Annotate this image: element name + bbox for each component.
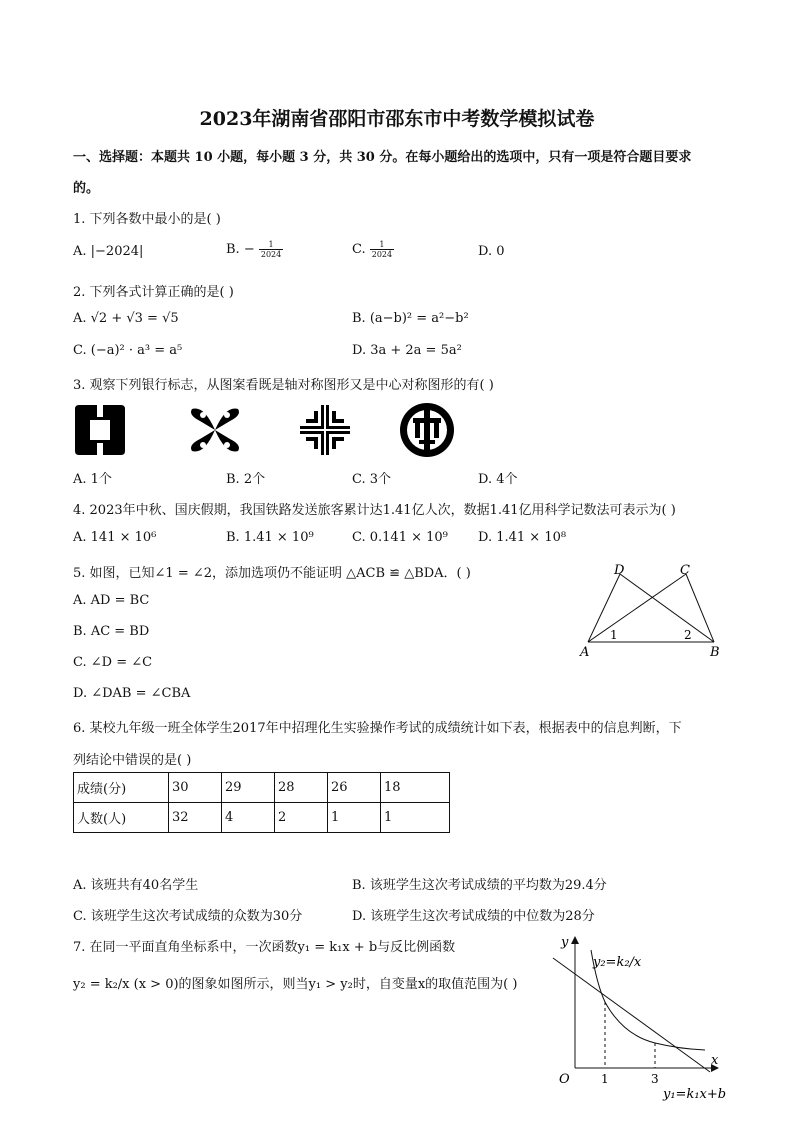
q5-option-d: D. ∠DAB = ∠CBA <box>73 686 191 701</box>
label-b: B <box>710 645 720 660</box>
y-axis-label: y <box>561 935 569 950</box>
linear-function-line <box>553 958 710 1072</box>
q4-stem: 4. 2023年中秋、国庆假期，我国铁路发送旅客累计达1.41亿人次，数据1.41亿用科学记数法可表示为( ) <box>73 503 676 518</box>
q4-option-c: C. 0.141 × 10⁹ <box>352 530 448 545</box>
q1-option-d: D. 0 <box>478 244 505 259</box>
table-cell: 29 <box>222 773 275 803</box>
q1-option-c-denominator: 2024 <box>371 250 393 259</box>
table-row <box>74 773 450 803</box>
q3-option-c: C. 3个 <box>352 472 392 487</box>
q1-option-c-numerator: 1 <box>370 240 394 250</box>
table-cell: 18 <box>381 773 450 803</box>
x-tick-1: 1 <box>601 1072 609 1086</box>
q6-option-d: D. 该班学生这次考试成绩的中位数为28分 <box>352 909 595 924</box>
q1-option-b-fraction <box>259 240 283 259</box>
q1-option-b-prefix: B. − <box>226 242 255 257</box>
q1-option-b-numerator: 1 <box>259 240 283 250</box>
label-angle-2: 2 <box>684 628 692 642</box>
page-title: 2023年湖南省邵阳市邵东市中考数学模拟试卷 <box>199 108 595 130</box>
agricultural-bank-logo <box>399 402 455 458</box>
table-cell: 4 <box>222 803 275 833</box>
origin-label: O <box>559 1072 570 1087</box>
q4-option-b: B. 1.41 × 10⁹ <box>226 530 314 545</box>
q1-option-a: A. |−2024| <box>73 244 144 259</box>
q2-option-c: C. (−a)² · a³ = a⁵ <box>73 343 183 358</box>
x-tick-3: 3 <box>651 1072 659 1086</box>
q3-option-a: A. 1个 <box>73 472 112 487</box>
table-cell: 1 <box>381 803 450 833</box>
q6-option-a: A. 该班共有40名学生 <box>73 878 199 893</box>
q3-option-b: B. 2个 <box>226 472 266 487</box>
q5-stem: 5. 如图，已知∠1 = ∠2，添加选项仍不能证明 △ACB ≌ △BDA．( ) <box>73 566 471 581</box>
q5-option-a: A. AD = BC <box>73 593 150 608</box>
q7-stem-line2: y₂ = k₂/x (x > 0)的图象如图所示，则当y₁ > y₂时，自变量x的取值范围为( ) <box>73 977 518 992</box>
table-cell: 32 <box>169 803 222 833</box>
bank-of-china-logo <box>73 403 127 457</box>
table-cell: 30 <box>169 773 222 803</box>
q7-stem-line1: 7. 在同一平面直角坐标系中，一次函数y₁ = k₁x + b与反比例函数 <box>73 940 456 955</box>
q5-triangle-figure <box>576 560 726 662</box>
q1-option-b <box>226 240 283 259</box>
q6-option-c: C. 该班学生这次考试成绩的众数为30分 <box>73 909 303 924</box>
q2-option-a: A. √2 + √3 = √5 <box>73 311 179 326</box>
q5-option-c: C. ∠D = ∠C <box>73 655 153 670</box>
q1-option-b-denominator: 2024 <box>260 250 282 259</box>
section-header-line2: 的。 <box>73 181 100 196</box>
table-cell: 28 <box>275 773 328 803</box>
q1-option-c-prefix: C. <box>352 242 370 257</box>
x-axis-label: x <box>711 1053 719 1068</box>
label-c: C <box>680 563 690 578</box>
line-label: y₁=k₁x+b <box>663 1087 727 1102</box>
section-header-line1: 一、选择题：本题共 10 小题，每小题 3 分，共 30 分。在每小题给出的选项中，只有一项是符合题目要求 <box>73 150 692 165</box>
q1-option-c <box>352 240 394 259</box>
q1-stem: 1. 下列各数中最小的是( ) <box>73 212 221 227</box>
table-cell: 人数(人) <box>74 803 169 833</box>
q6-stem-line2: 列结论中错误的是( ) <box>73 753 192 768</box>
label-a: A <box>580 645 590 660</box>
q6-stem-line1: 6. 某校九年级一班全体学生2017年中招理化生实验操作考试的成绩统计如下表，根据表中的信息判断，下 <box>73 721 682 736</box>
q2-option-d: D. 3a + 2a = 5a² <box>352 343 462 358</box>
construction-bank-logo <box>300 405 350 455</box>
q5-option-b: B. AC = BD <box>73 624 150 639</box>
q3-stem: 3. 观察下列银行标志，从图案看既是轴对称图形又是中心对称图形的有( ) <box>73 378 494 393</box>
q6-option-b: B. 该班学生这次考试成绩的平均数为29.4分 <box>352 878 607 893</box>
label-angle-1: 1 <box>610 628 618 642</box>
q3-option-d: D. 4个 <box>478 472 518 487</box>
q6-score-table <box>73 772 450 833</box>
table-cell: 1 <box>328 803 381 833</box>
segment-ac <box>588 574 686 642</box>
q1-option-c-fraction <box>370 240 394 259</box>
table-cell: 成绩(分) <box>74 773 169 803</box>
label-d: D <box>614 563 625 578</box>
q2-stem: 2. 下列各式计算正确的是( ) <box>73 285 234 300</box>
curve-label: y₂=k₂/x <box>593 955 642 970</box>
q7-function-graph <box>545 930 725 1105</box>
table-cell: 2 <box>275 803 328 833</box>
table-row <box>74 803 450 833</box>
merchants-bank-logo <box>186 403 244 457</box>
table-cell: 26 <box>328 773 381 803</box>
q2-option-b: B. (a−b)² = a²−b² <box>352 311 469 326</box>
q4-option-a: A. 141 × 10⁶ <box>73 530 157 545</box>
q4-option-d: D. 1.41 × 10⁸ <box>478 530 567 545</box>
